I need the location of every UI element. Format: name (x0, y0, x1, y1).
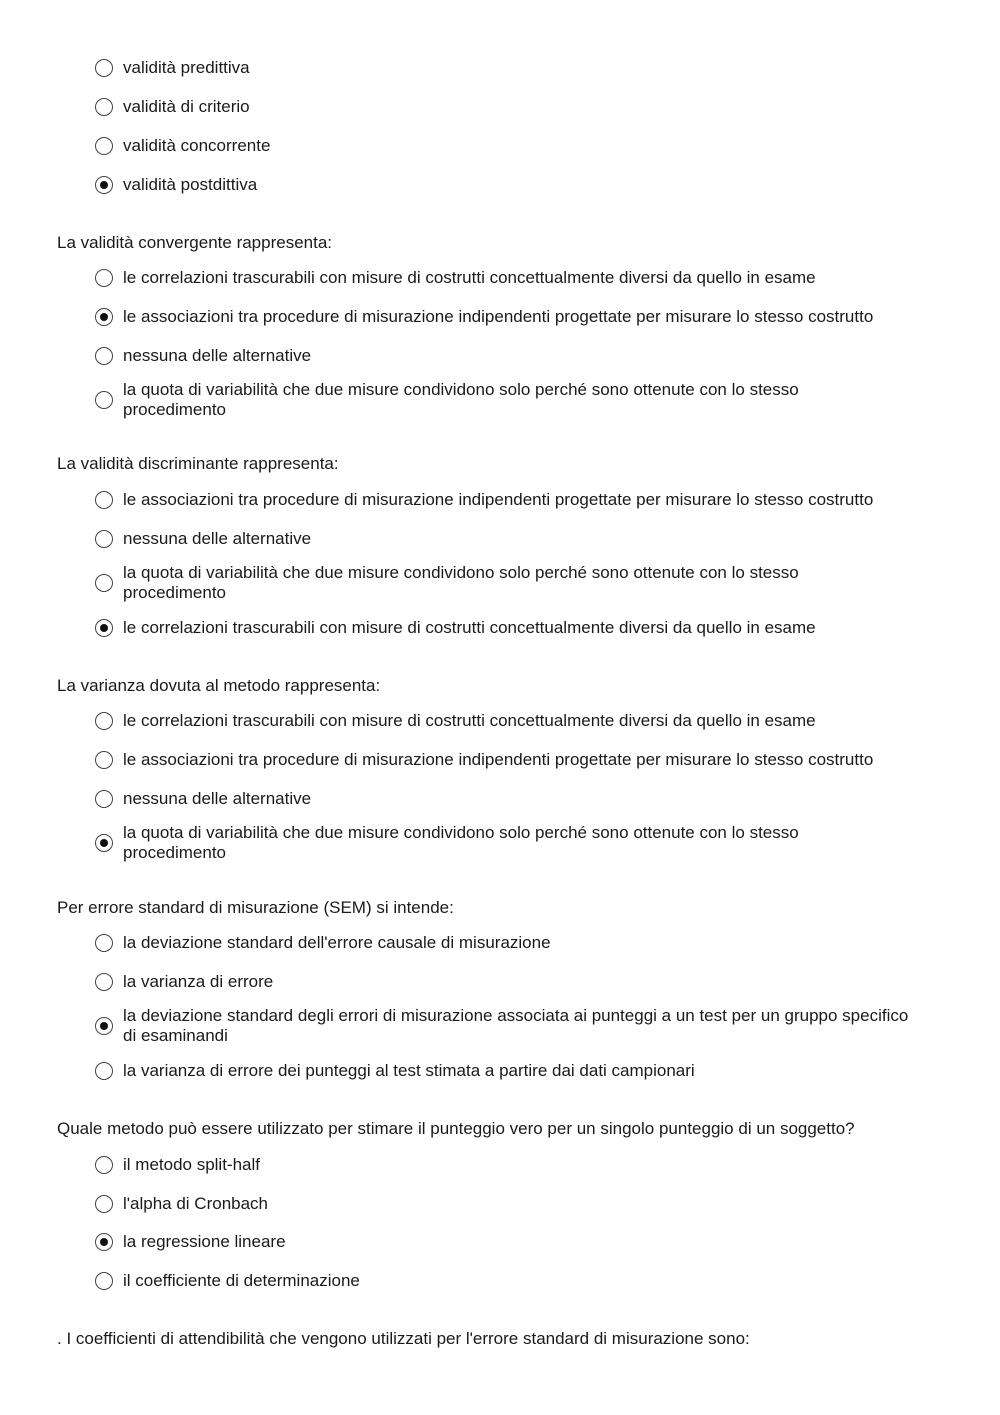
option-label: le associazioni tra procedure di misurazione indipendenti progettate per misurare lo stesso costrutto (123, 750, 874, 769)
option-label: la quota di variabilità che due misure condividono solo perché sono ottenute con lo stesso procedimento (123, 823, 799, 862)
option[interactable] (95, 136, 955, 156)
option-label: validità predittiva (123, 58, 250, 77)
radio-button[interactable] (95, 491, 113, 509)
option-label: validità di criterio (123, 97, 250, 116)
option-label: validità concorrente (123, 136, 271, 155)
option[interactable] (95, 529, 955, 549)
option[interactable] (95, 1271, 955, 1291)
option-label: le associazioni tra procedure di misurazione indipendenti progettate per misurare lo stesso costrutto (123, 307, 874, 326)
option-label: validità postdittiva (123, 175, 258, 194)
option[interactable] (95, 97, 955, 117)
radio-button[interactable] (95, 934, 113, 952)
option[interactable] (95, 490, 955, 510)
option[interactable] (95, 563, 955, 603)
option-label: le correlazioni trascurabili con misure di costrutti concettualmente diversi da quello in esame (123, 618, 816, 637)
option[interactable] (95, 933, 955, 953)
radio-button[interactable] (95, 973, 113, 991)
radio-dot (100, 313, 108, 321)
radio-button[interactable] (95, 391, 113, 409)
radio-button[interactable] (95, 1195, 113, 1213)
option[interactable] (95, 1061, 955, 1081)
radio-button[interactable] (95, 59, 113, 77)
radio-button[interactable] (95, 176, 113, 194)
radio-button[interactable] (95, 308, 113, 326)
radio-button[interactable] (95, 1272, 113, 1290)
radio-button[interactable] (95, 574, 113, 592)
option[interactable] (95, 307, 955, 327)
radio-button[interactable] (95, 1233, 113, 1251)
radio-button[interactable] (95, 712, 113, 730)
radio-button[interactable] (95, 269, 113, 287)
question-text: La validità convergente rappresenta: (57, 233, 333, 252)
question-text: Quale metodo può essere utilizzato per stimare il punteggio vero per un singolo punteggio di un soggetto? (57, 1119, 855, 1138)
option[interactable] (95, 1006, 955, 1046)
radio-dot (100, 839, 108, 847)
option-label: l'alpha di Cronbach (123, 1194, 269, 1213)
option-label: la deviazione standard dell'errore causale di misurazione (123, 933, 551, 952)
option-label: nessuna delle alternative (123, 789, 312, 808)
option-label: la varianza di errore dei punteggi al test stimata a partire dai dati campionari (123, 1061, 695, 1080)
radio-button[interactable] (95, 1062, 113, 1080)
question-text: . I coefficienti di attendibilità che vengono utilizzati per l'errore standard di misurazione sono: (57, 1329, 750, 1348)
option[interactable] (95, 1194, 955, 1214)
option[interactable] (95, 789, 955, 809)
radio-button[interactable] (95, 1156, 113, 1174)
option[interactable] (95, 175, 955, 195)
option[interactable] (95, 823, 955, 863)
option[interactable] (95, 1155, 955, 1175)
option-label: nessuna delle alternative (123, 346, 312, 365)
option-label: la quota di variabilità che due misure condividono solo perché sono ottenute con lo stesso procedimento (123, 380, 799, 419)
question-text: La varianza dovuta al metodo rappresenta: (57, 676, 381, 695)
option[interactable] (95, 1232, 955, 1252)
radio-dot (100, 1022, 108, 1030)
option[interactable] (95, 346, 955, 366)
radio-button[interactable] (95, 530, 113, 548)
radio-dot (100, 1238, 108, 1246)
option-label: la quota di variabilità che due misure condividono solo perché sono ottenute con lo stesso procedimento (123, 563, 799, 602)
radio-button[interactable] (95, 137, 113, 155)
radio-dot (100, 181, 108, 189)
question-text: Per errore standard di misurazione (SEM) si intende: (57, 898, 454, 917)
radio-dot (100, 624, 108, 632)
option-label: la regressione lineare (123, 1232, 286, 1251)
radio-button[interactable] (95, 834, 113, 852)
option-label: il metodo split-half (123, 1155, 261, 1174)
radio-button[interactable] (95, 619, 113, 637)
option[interactable] (95, 58, 955, 78)
question-text: La validità discriminante rappresenta: (57, 454, 339, 473)
option[interactable] (95, 268, 955, 288)
option[interactable] (95, 750, 955, 770)
option-label: la deviazione standard degli errori di misurazione associata ai punteggi a un test per un gruppo specifico di esaminandi (123, 1006, 909, 1045)
option-label: le correlazioni trascurabili con misure di costrutti concettualmente diversi da quello in esame (123, 711, 816, 730)
option-label: la varianza di errore (123, 972, 274, 991)
option-label: le correlazioni trascurabili con misure di costrutti concettualmente diversi da quello in esame (123, 268, 816, 287)
option-label: le associazioni tra procedure di misurazione indipendenti progettate per misurare lo stesso costrutto (123, 490, 874, 509)
option[interactable] (95, 380, 955, 420)
option[interactable] (95, 618, 955, 638)
option-label: nessuna delle alternative (123, 529, 312, 548)
radio-button[interactable] (95, 1017, 113, 1035)
radio-button[interactable] (95, 347, 113, 365)
option[interactable] (95, 972, 955, 992)
option-label: il coefficiente di determinazione (123, 1271, 360, 1290)
radio-button[interactable] (95, 790, 113, 808)
radio-button[interactable] (95, 751, 113, 769)
option[interactable] (95, 711, 955, 731)
radio-button[interactable] (95, 98, 113, 116)
